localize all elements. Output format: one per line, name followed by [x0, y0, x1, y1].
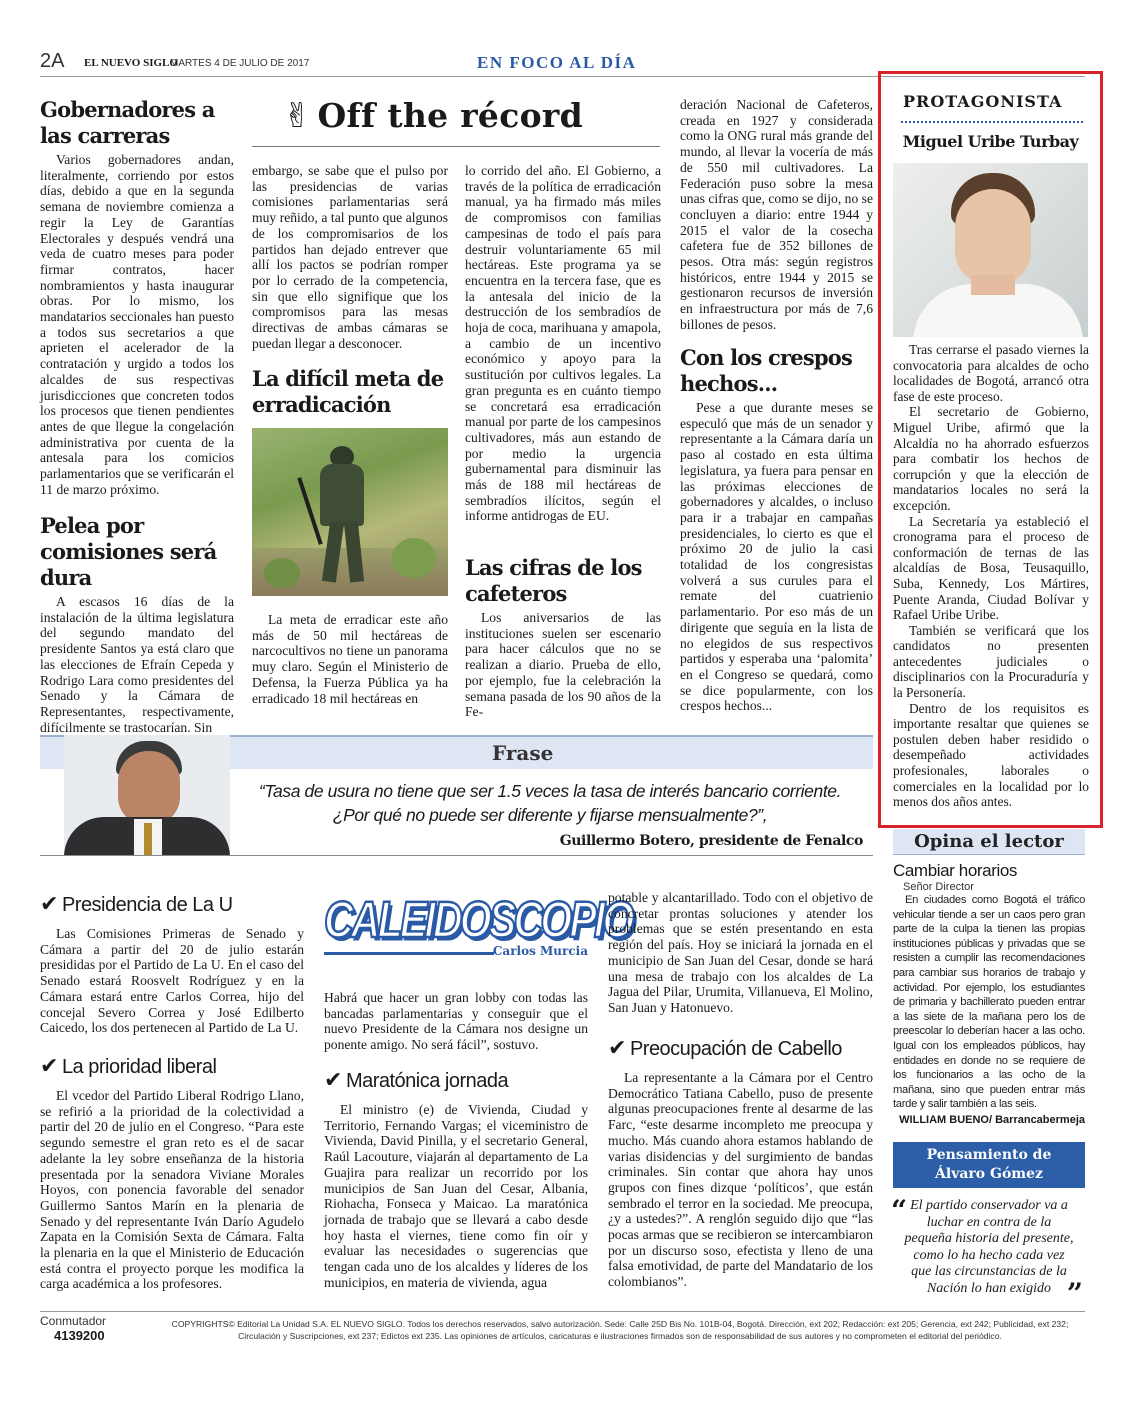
frase-bottom-rule	[40, 855, 873, 856]
protagonista-body: Tras cerrarse el pasado viernes la convocatoria para alcaldes de ocho localidades de Bogotá, arrancó otra fase de este proceso. El secretario de Gobierno, Miguel Uribe, afirmó que la Alcaldía no ha ahorrado esfuerzos para combatir los hechos de corrupción y que la elección de mandatarios locales no será la excepción. La Secretaría ya estableció el cronograma para el proceso de conformación de ternas de las alcaldías de Bosa, Teusaquillo, Suba, Kennedy, Los Mártires, Puente Aranda, Ciudad Bolívar y Rafael Uribe Uribe. También se verificará que los candidatos no presenten antecedentes judiciales o disciplinarios con la Procuraduría y la Personería. Dentro de los requisitos es importante resaltar que quienes se postulen deben haber residido o desempeñado actividades profesionales, laborales o comerciales en la localidad por lo menos dos años antes.	[893, 342, 1089, 810]
footer-rule	[40, 1311, 1085, 1312]
continuation-meta: lo corrido del año. El Gobierno, a través de la política de erradicación manual, ya ha firmado más miles de compromisos con familias campesinas de todo el país para destruir voluntariamente 65 mil hectáreas. Este programa ya se encuentra en la tercera fase, que es la antesala del inicio de la destrucción de los sembradíos de hoja de coca, marihuana y amapola, a cambio de un incentivo económico y apoyo para la sustitución por cultivos legales. La gran pregunta es en cuánto tiempo se concretará esa erradicación manual por parte de los campesinos cultivadores, más aun estando de por medio la urgencia gubernamental para disminuir las más de 188 mil hectáreas de sembradíos ilícitos, según el informe antidrogas de EU.	[465, 163, 661, 524]
body-maratonica: El ministro (e) de Vivienda, Ciudad y Territorio, Fernando Vargas; el viceministro de Vivienda, David Pinilla, y el secretario General, Raúl Lacouture, viajarán al departamento de La Guajira para realizar un recorrido por los municipios de San Juan del Cesar, Albania, Riohacha, Fonseca y Maicao. La maratónica jornada de trabajo que se llevará a cabo desde hoy hasta el viernes, tiene como fin oír y evaluar las necesidades o sugerencias que tengan cada uno de los alcaldes y líderes de los municipios, en materia de vivienda, agua	[324, 1102, 588, 1290]
caleidoscopio-logo	[324, 888, 632, 970]
body-cifras: Los aniversarios de las instituciones suelen ser escenario para hacer cálculos que no se realizan a diario. Prueba de ello, por ejemplo, fue la celebración la semana pasada de los 90 años de la Fe-	[465, 610, 661, 720]
caleidoscopio-author: Carlos Murcia	[492, 944, 588, 958]
protagonista-dotted-rule	[901, 121, 1083, 123]
continuation-pelea: embargo, se sabe que el pulso por las presidencias de varias comisiones parlamentarias será muy reñido, a tal punto que algunos de los compromisarios de los partidos han dejado entrever que allí los pactos se podrían romper por lo cerrado de la competencia, sin que ello signifique que los compromisos para las mesas directivas de ambas cámaras se puedan llegar a desconocer.	[252, 163, 448, 351]
close-quote-icon: ”	[1066, 1276, 1083, 1310]
paper-name: EL NUEVO SIGLO	[84, 57, 178, 69]
presidencia-article	[40, 892, 304, 1036]
victory-hand-icon: ✌	[283, 95, 312, 136]
headline-presidencia: ✔ Presidencia de La U	[40, 892, 233, 917]
lobby-text: Habrá que hacer un gran lobby con todas las bancadas parlamentarias y conseguir que el nuevo Presidente de la Cámara nos designe un ponente amigo. No será fácil”, sostuvo.	[324, 990, 588, 1053]
headline-cifras: Las cifras de los cafeteros	[465, 555, 642, 606]
conmutador: Conmutador 4139200	[40, 1314, 107, 1343]
cabello-article	[608, 1036, 873, 1290]
frase-attribution: Guillermo Botero, presidente de Fenalco	[559, 833, 863, 849]
body-meta: La meta de erradicar este año más de 50 mil hectáreas de narcocultivos no tiene un panorama muy claro. Según el Ministerio de Defensa, la Fuerza Pública ya ha erradicado 18 mil hectáreas en	[252, 612, 448, 706]
checkmark-icon: ✔	[40, 1054, 58, 1079]
body-gobernadores: Varios gobernadores andan, literalmente, corriendo por estos días, debido a que en la segunda semana de noviembre comienza a regir la Ley de Garantías Electorales y después vendrá una veda de cuatro meses para poder firmar contratos, hacer nombramientos y hasta inaugurar obras. Por lo mismo, los mandatarios seccionales han puesto a todos sus secretarios a que aprieten el acelerador de la contratación y urgido a todos los alcaldes de sus respectivas jurisdicciones que concreten todos los procesos que tienen pendientes antes de que llegue la congelación administrativa por cuenta de la antesala para los comicios parlamentarios que se verificarán el 11 de marzo próximo.	[40, 152, 234, 497]
headline-maratonica: ✔ Maratónica jornada	[324, 1068, 509, 1093]
caleidoscopio-title: CALEIDOSCOPIO	[324, 890, 632, 948]
body-cabello: La representante a la Cámara por el Centro Democrático Tatiana Cabello, puso de presente algunas preocupaciones frente al desarme de las Farc, “este desarme incompleto me preocupa y mucho. Más cuando ahora estamos hablando de varias disidencias y del surgimiento de bandas criminales. Sin contar que ahora hay unos grupos con fines dizque ‘políticos’, que están sembrado el terror en la sociedad. Me preocupa, ¿y a ustedes?”. A renglón seguido dijo que “las pocas armas que se recibieron se intercambiaron por un discurso soso, efectista y lleno de una falsa emotividad, de parte del Mandatario de los colombianos”.	[608, 1070, 873, 1290]
prioridad-article	[40, 1054, 304, 1292]
opina-letter	[893, 861, 1085, 1126]
page-number: 2A	[40, 50, 65, 72]
opina-title: Cambiar horarios	[893, 861, 1017, 880]
maratonica-continuation: potable y alcantarillado. Todo con el objetivo de concretar prontas soluciones y atender los problemas que se estén presentando en esta región del país. Hoy se iniciará la jornada en el municipio de San Juan del Cesar, donde se hará una mesa de trabajo con los alcaldes de La Jagua del Pilar, Urumita, Villanueva, El Molino, San Juan y Hatonuevo.	[608, 890, 873, 1015]
body-presidencia: Las Comisiones Primeras de Senado y Cámara a partir del 20 de julio estarán presididas por el Partido de La U. En el caso del Senado estará Roosvelt Rodríguez y en la Cámara estará entre Carlos Correa, hijo del concejal Severo Correa y José Edilberto Caicedo, los dos pertenecen al Partido de La U.	[40, 926, 304, 1036]
article-crespos	[680, 345, 873, 714]
frase-band	[40, 735, 873, 856]
headline-cabello: ✔ Preocupación de Cabello	[608, 1036, 842, 1061]
pensamiento-header: Pensamiento de Álvaro Gómez	[893, 1142, 1085, 1188]
headline-pelea: Pelea por comisiones será dura	[40, 513, 217, 590]
photo-erradicacion	[252, 428, 448, 596]
headline-gobernadores: Gobernadores a las carreras	[40, 97, 215, 148]
checkmark-icon: ✔	[608, 1036, 626, 1061]
pensamiento-quote: “ El partido conservador va a luchar en contra de la pequeña historia del presente, como lo ha hecho cada vez que las circunstancias de la Nación lo han exigido ”	[891, 1194, 1083, 1310]
maratonica-article	[324, 1068, 588, 1290]
opina-header: Opina el lector	[893, 829, 1085, 855]
frase-quote: “Tasa de usura no tiene que ser 1.5 veces la tasa de interés bancario corriente. ¿Por qué no puede ser diferente y fijarse mensualmente?”,	[258, 781, 842, 825]
continuation-cifras: deración Nacional de Cafeteros, creada en 1927 y considerada como la ONG rural más grande del mundo, al llevar la vocería de más de 550 mil cultivadores. La Federación puso sobre la mesa unas cifras que, como se dijo, no se concluyen a diario: entre 1944 y 2015 el valor de la cosecha cafetera fue de 352 billones de pesos. Otra más: según registros históricos, entre 1944 y 2015 se gestionaron recursos de inversión en infraestructura por más de 7,6 billones de pesos.	[680, 97, 873, 332]
article-meta	[252, 366, 448, 418]
caleidoscopio-underline	[324, 952, 494, 955]
article-gobernadores	[40, 97, 234, 497]
frase-label: Frase	[492, 741, 554, 765]
frase-photo	[64, 735, 230, 856]
off-the-record-title: ✌ Off the récord	[283, 95, 583, 136]
body-crespos: Pese a que durante meses se especuló que más de un senador y representante a la Cámara daría un paso al costado en esta última legislatura, ya fuera para pensar en las próximas elecciones de gobernadores y alcaldes, o incluso para ir a trabajar en campañas presidenciales, lo cierto es que el próximo 20 de julio la casi totalidad de los congresistas volverá a sus curules para el remate del cuatrienio parlamentario. Por eso más de un dirigente que seguía en la lista de no elegidos de sus respectivos partidos y esperaba una ‘palomita’ en el Congreso se quedará, como se dice popularmente, con los crespos hechos...	[680, 400, 873, 714]
opina-signature: WILLIAM BUENO/ Barrancabermeja	[899, 1113, 1085, 1126]
checkmark-icon: ✔	[40, 892, 58, 917]
article-pelea	[40, 513, 234, 735]
headline-prioridad: ✔ La prioridad liberal	[40, 1054, 217, 1079]
open-quote-icon: “	[891, 1194, 908, 1227]
protagonista-box	[878, 71, 1103, 828]
headline-meta: La difícil meta de erradicación	[252, 366, 444, 417]
issue-date: MARTES 4 DE JULIO DE 2017	[170, 58, 310, 69]
protagonista-name: Miguel Uribe Turbay	[902, 132, 1079, 151]
off-the-record-underline	[252, 146, 660, 147]
body-prioridad: El vcedor del Partido Liberal Rodrigo Llano, se refirió a la prioridad de la colectividad a partir del 20 de julio en el Congreso. “Para este segundo semestre el gran reto es el de sacar adelante la ley sobre enseñanza de la historia presentada por la senadora Viviane Morales Hoyos, con ponencia favorable del senador Guillermo Santos Marín en la plenaria de Senado y del representante Iván Darío Agudelo Zapata en la Comisión Sexta de Cámara. Falta la plenaria en la que el Ministerio de Educación está contra el proyecto porque les modifica la carga académica a los profesores.	[40, 1088, 304, 1292]
protagonista-photo	[893, 163, 1088, 337]
opina-salutation: Señor Director	[903, 881, 974, 893]
checkmark-icon: ✔	[324, 1068, 342, 1093]
section-title: EN FOCO AL DÍA	[477, 53, 637, 72]
body-pelea: A escasos 16 días de la instalación de la última legislatura del segundo mandato del presidente Santos ya está claro que las elecciones de Efraín Cepeda y Rodrigo Lara como presidentes del Senado y la Cámara de Representantes, respectivamente, difícilmente se trastocarían. Sin	[40, 594, 234, 735]
article-cifras	[465, 555, 661, 720]
protagonista-label: PROTAGONISTA	[903, 92, 1063, 111]
headline-crespos: Con los crespos hechos...	[680, 345, 852, 396]
opina-body: En ciudades como Bogotá el tráfico vehicular tiende a ser un caos pero gran parte de la culpa la tienen las propias instituciones públicas y privadas que se resisten a cumplir las recomendaciones para cambiar sus horarios de trabajo y actividad. Por ejemplo, los estudiantes de primaria y bachillerato pueden entrar a las siete de la mañana pero los de preescolar lo deberían hacer a las ocho. Igual con los empleados públicos, hay entidades en donde no se requiere de los funcionarios a las ocho de la mañana, sino que pueden entrar más tarde y salir también a las seis.	[893, 894, 1085, 1111]
copyright-text: COPYRIGHTS© Editorial La Unidad S.A. EL NUEVO SIGLO. Todos los derechos reservados, salvo autorización. Sede: Calle 25D Bis No. 101B-04, Bogotá. Dirección, ext 202; Redacción: ext 205; Gerencia, ext 242; Publicidad, ext 232; Circulación y Suscripciones, ext 237; Edictos ext 235. Las opiniones de artículos, caricaturas e ilustraciones firmados son de responsabilidad de sus autores y no comprometen el editorial del periódico.	[171, 1319, 1069, 1341]
